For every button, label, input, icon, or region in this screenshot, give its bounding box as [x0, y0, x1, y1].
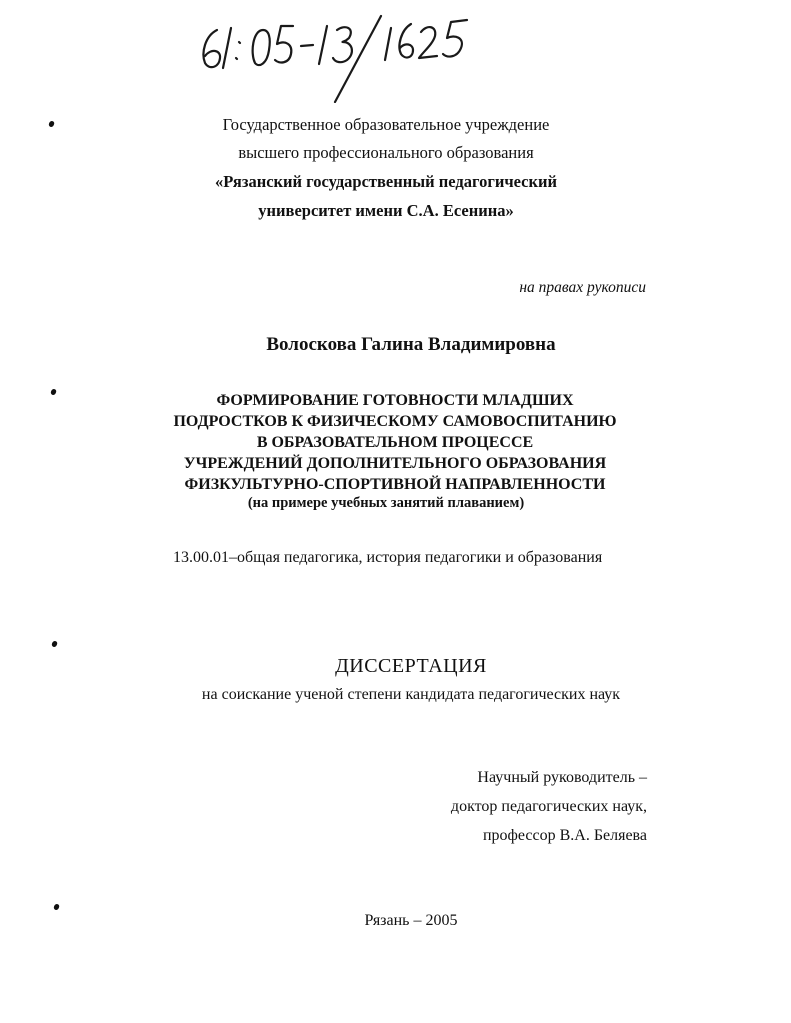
document-type: ДИССЕРТАЦИЯ — [335, 655, 487, 677]
title-line: ФИЗКУЛЬТУРНО-СПОРТИВНОЙ НАПРАВЛЕННОСТИ — [184, 476, 606, 493]
institution-line-1: Государственное образовательное учреждение — [222, 115, 550, 134]
city-year: Рязань – 2005 — [364, 912, 458, 929]
degree-statement: на соискание ученой степени кандидата педагогических наук — [201, 686, 621, 703]
title-subtitle: (на примере учебных занятий плаванием) — [247, 495, 525, 511]
specialty-code: 13.00.01–общая педагогика, история педагогики и образования — [173, 549, 603, 566]
supervisor-line-1: Научный руководитель – — [477, 769, 647, 786]
margin-dot — [50, 388, 57, 395]
handwritten-registration-number — [195, 8, 485, 103]
institution-name-line-2: университет имени С.А. Есенина» — [258, 201, 514, 220]
margin-dot — [53, 903, 60, 910]
supervisor-line-3: профессор В.А. Беляева — [482, 827, 647, 844]
institution-name-line-1: «Рязанский государственный педагогический — [214, 172, 557, 191]
title-line: УЧРЕЖДЕНИЙ ДОПОЛНИТЕЛЬНОГО ОБРАЗОВАНИЯ — [183, 455, 607, 472]
margin-dot — [51, 640, 58, 647]
handwritten-stamp-drawing — [195, 8, 485, 103]
title-line: ПОДРОСТКОВ К ФИЗИЧЕСКОМУ САМОВОСПИТАНИЮ — [173, 413, 617, 430]
institution-line-2: высшего профессионального образования — [238, 143, 534, 162]
title-line: В ОБРАЗОВАТЕЛЬНОМ ПРОЦЕССЕ — [256, 434, 534, 451]
author-name: Волоскова Галина Владимировна — [266, 334, 556, 355]
manuscript-note: на правах рукописи — [519, 279, 646, 296]
dissertation-title — [125, 390, 665, 495]
supervisor-line-2: доктор педагогических наук, — [450, 798, 647, 815]
title-line: ФОРМИРОВАНИЕ ГОТОВНОСТИ МЛАДШИХ — [216, 392, 574, 409]
